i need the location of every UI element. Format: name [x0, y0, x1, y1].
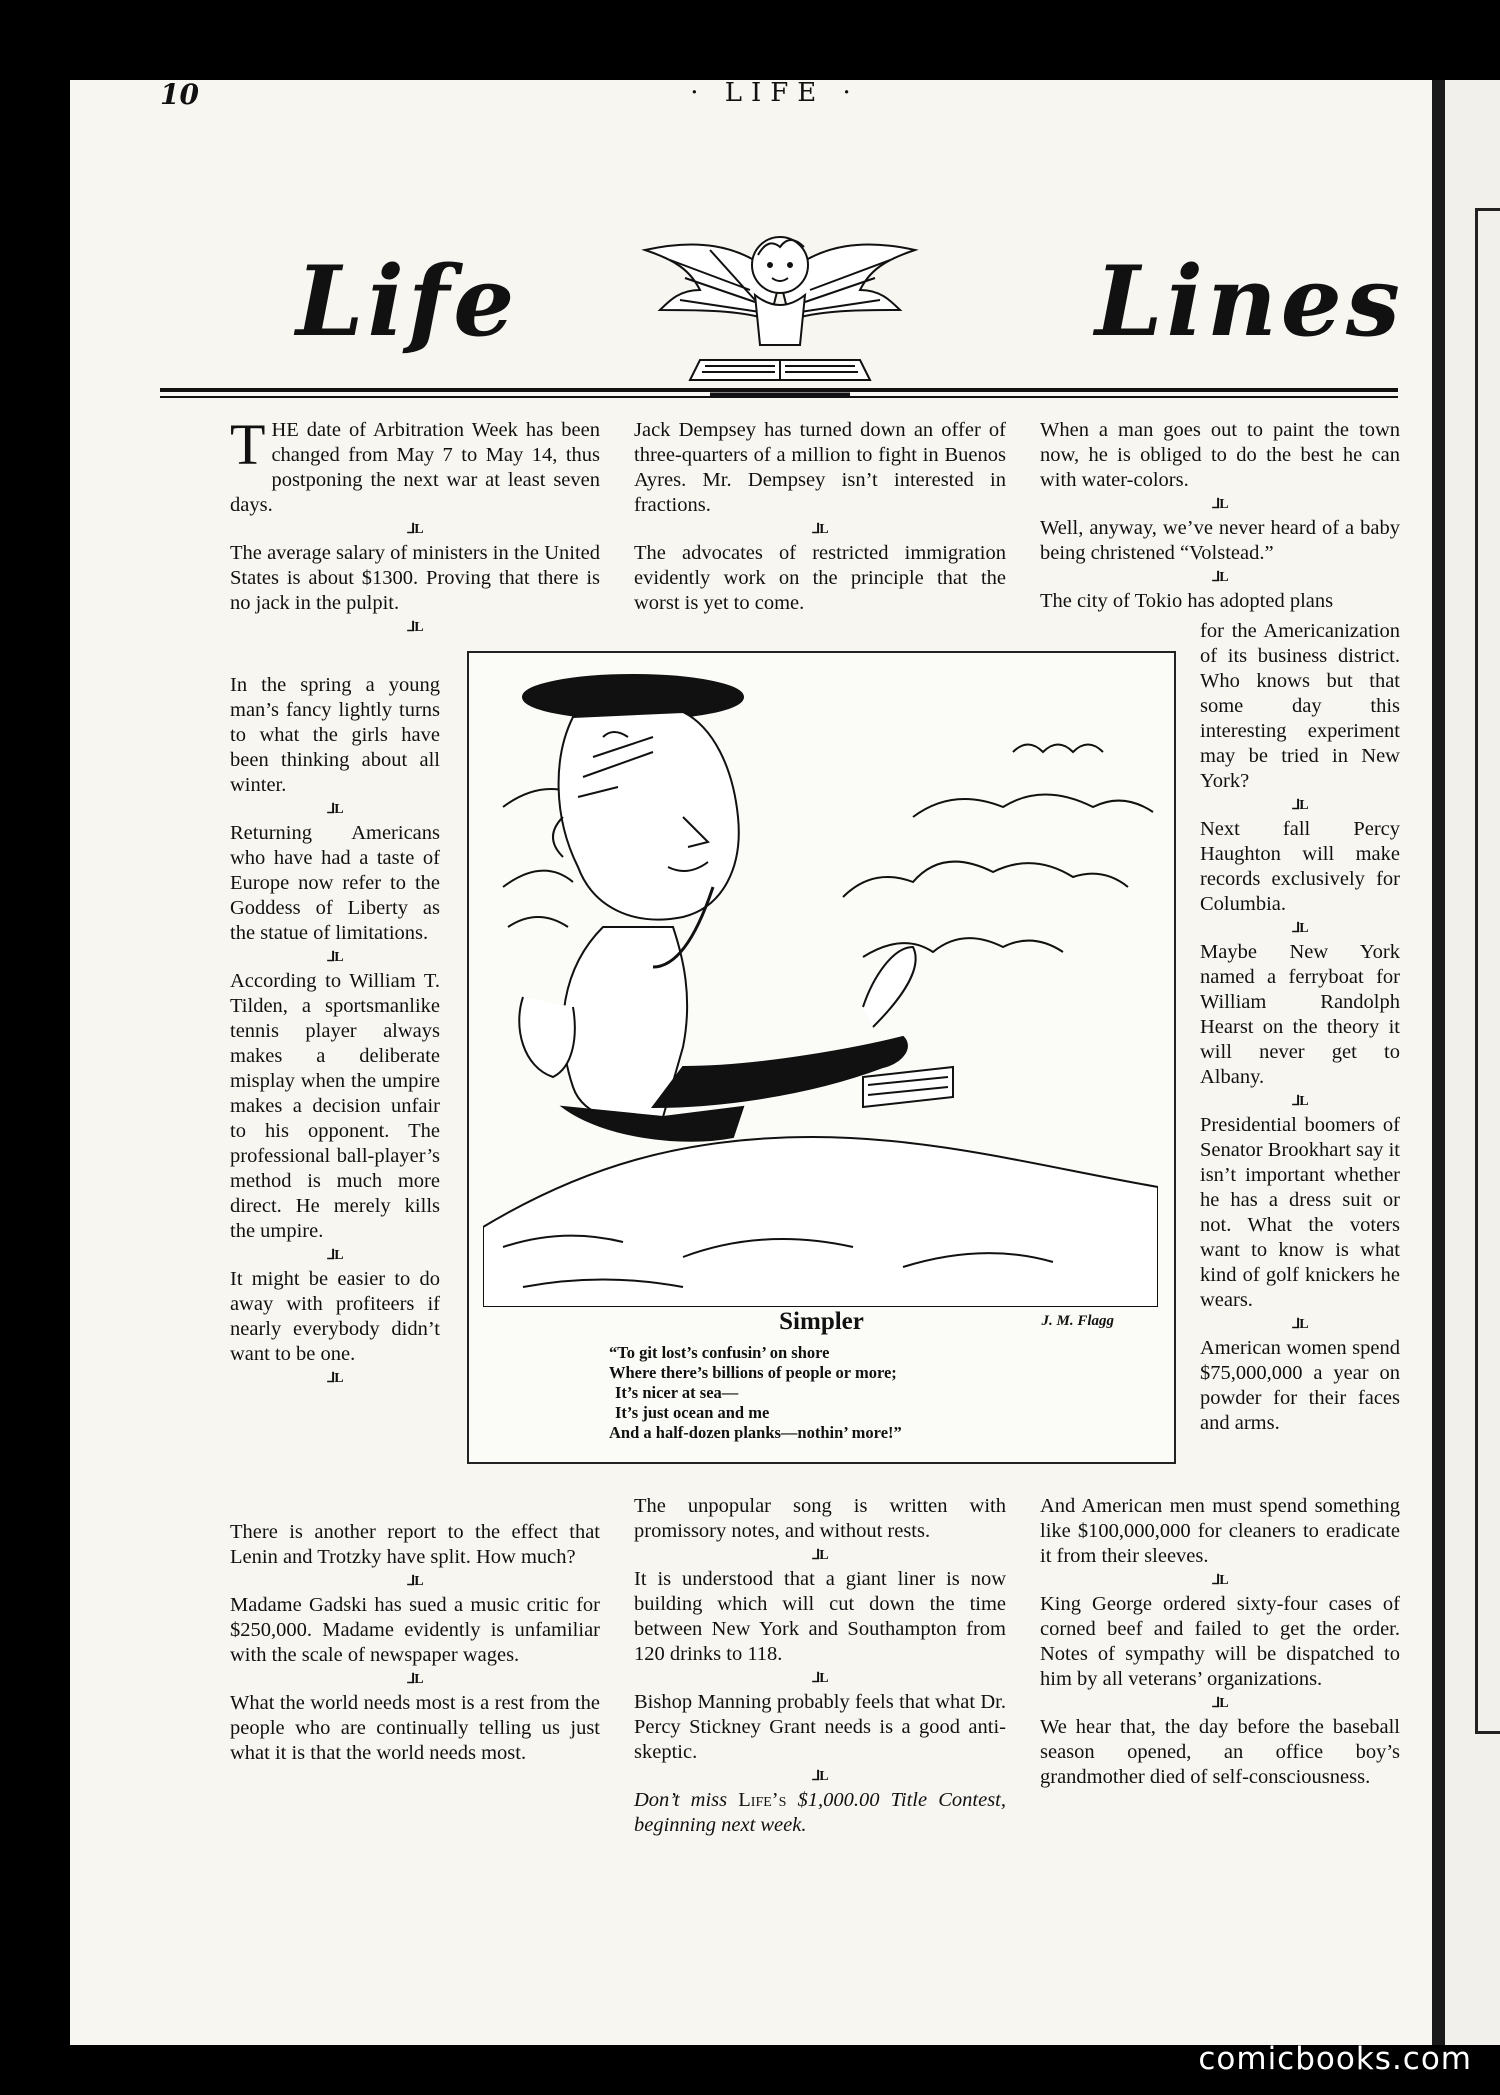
separator: ⅃L: [407, 522, 423, 537]
separator: ⅃L: [1212, 570, 1228, 585]
separator: ⅃L: [407, 1574, 423, 1589]
separator: ⅃L: [812, 1769, 828, 1784]
separator: ⅃L: [812, 522, 828, 537]
verse-line: It’s nicer at sea—: [615, 1383, 739, 1402]
magazine-title: · LIFE ·: [690, 78, 860, 108]
paragraph: It is understood that a giant liner is now building which will cut down the time between New York and Southampton from 120 drinks to 118.: [634, 1568, 1006, 1665]
paragraph: THE date of Arbitration Week has been changed from May 7 to May 14, thus postponing the next war at least seven days.: [230, 412, 600, 516]
paragraph: The advocates of restricted immigration evidently work on the principle that the worst is yet to come.: [634, 542, 1006, 614]
paragraph: The city of Tokio has adopted plans: [1040, 590, 1334, 612]
separator: ⅃L: [327, 1248, 343, 1263]
paragraph: American women spend $75,000,000 a year on powder for their faces and arms.: [1200, 1337, 1400, 1434]
paragraph: Presidential boomers of Senator Brookhart say it isn’t important whether he has a dress suit or not. What the voters want to know is what kind of golf knickers he wears.: [1200, 1114, 1400, 1311]
paragraph: According to William T. Tilden, a sportsmanlike tennis player always makes a deliberate misplay when the umpire makes a decision unfair to his opponent. The professional ball-player’s method is much more direct. He merely kills the umpire.: [230, 970, 440, 1242]
verse-line: Where there’s billions of people or more;: [609, 1363, 897, 1382]
paragraph: There is another report to the effect that Lenin and Trotzky have split. How much?: [230, 1521, 600, 1568]
separator: ⅃L: [1212, 1573, 1228, 1588]
paragraph: Next fall Percy Haughton will make records exclusively for Columbia.: [1200, 818, 1400, 915]
paragraph: Jack Dempsey has turned down an offer of three-quarters of a million to fight in Buenos Ayres. Mr. Dempsey isn’t interested in fractions.: [634, 419, 1006, 516]
separator: ⅃L: [1292, 1094, 1308, 1109]
separator: ⅃L: [1212, 497, 1228, 512]
sailor-cartoon-illustration: [483, 667, 1158, 1307]
watermark: comicbooks.com: [1198, 2041, 1472, 2077]
paragraph: Well, anyway, we’ve never heard of a baby being christened “Volstead.”: [1040, 517, 1400, 564]
paragraph: King George ordered sixty-four cases of corned beef and failed to get the order. Notes of sympathy will be dispatched to him by all veterans’ organizations.: [1040, 1593, 1400, 1690]
separator: ⅃L: [812, 1548, 828, 1563]
column-3-top: [1040, 418, 1400, 614]
banner-rule: [160, 388, 1398, 392]
running-header: [160, 78, 1390, 118]
column-3-narrow: [1200, 619, 1400, 1436]
separator: ⅃L: [327, 1371, 343, 1386]
paragraph: In the spring a young man’s fancy lightly turns to what the girls have been thinking about all winter.: [230, 674, 440, 796]
column-1-top: [230, 412, 600, 639]
separator: ⅃L: [1292, 921, 1308, 936]
drop-cap: T: [230, 412, 266, 477]
separator: ⅃L: [327, 950, 343, 965]
separator: ⅃L: [327, 802, 343, 817]
cherub-writing-illustration: [630, 210, 930, 410]
paragraph: Maybe New York named a ferryboat for William Randolph Hearst on the theory it will never get to Albany.: [1200, 941, 1400, 1088]
next-page-edge: [1445, 80, 1500, 2045]
cartoon-title: Simpler: [779, 1308, 864, 1335]
separator: ⅃L: [812, 1671, 828, 1686]
separator: ⅃L: [1292, 798, 1308, 813]
column-3-bottom: [1040, 1494, 1400, 1790]
separator: ⅃L: [1292, 1317, 1308, 1332]
paragraph: Returning Americans who have had a taste of Europe now refer to the Goddess of Liberty as the statue of limitations.: [230, 822, 440, 944]
banner-right-word: Lines: [1095, 245, 1404, 358]
paragraph: for the Americanization of its business district. Who knows but that some day this interesting experiment may be tried in New York?: [1200, 620, 1400, 792]
verse-line: “To git lost’s confusin’ on shore: [609, 1343, 830, 1362]
cartoon-panel: [467, 651, 1176, 1464]
banner-rule-thin: [160, 396, 1398, 398]
paragraph: Bishop Manning probably feels that what Dr. Percy Stickney Grant needs is a good anti-skeptic.: [634, 1691, 1006, 1763]
cartoon-artist: J. M. Flagg: [1041, 1313, 1114, 1329]
paragraph: When a man goes out to paint the town now, he is obliged to do the best he can with water-colors.: [1040, 419, 1400, 491]
cartoon-verse: [609, 1343, 902, 1443]
paragraph: The unpopular song is written with promissory notes, and without rests.: [634, 1495, 1006, 1542]
paragraph: What the world needs most is a rest from the people who are continually telling us just what it is that the world needs most.: [230, 1692, 600, 1764]
column-1-narrow: [230, 673, 440, 1390]
banner-left-word: Life: [296, 245, 519, 358]
paragraph: It might be easier to do away with profiteers if nearly everybody didn’t want to be one.: [230, 1268, 440, 1365]
separator: ⅃L: [1212, 1696, 1228, 1711]
verse-line: It’s just ocean and me: [615, 1403, 770, 1422]
paragraph: Madame Gadski has sued a music critic for $250,000. Madame evidently is unfamiliar with the scale of newspaper wages.: [230, 1594, 600, 1666]
paragraph: The average salary of ministers in the United States is about $1300. Proving that there is no jack in the pulpit.: [230, 542, 600, 614]
column-2-bottom: [634, 1494, 1006, 1838]
paragraph: We hear that, the day before the baseball season opened, an office boy’s grandmother died of self-consciousness.: [1040, 1716, 1400, 1788]
verse-line: And a half-dozen planks—nothin’ more!”: [609, 1423, 902, 1442]
paragraph: And American men must spend something like $100,000,000 for cleaners to eradicate it from their sleeves.: [1040, 1495, 1400, 1567]
page-gutter: [1432, 80, 1446, 2045]
column-2-top: [634, 418, 1006, 616]
separator: ⅃L: [407, 1672, 423, 1687]
column-1-bottom: [230, 1520, 600, 1766]
page-number: 10: [160, 78, 199, 111]
separator: ⅃L: [407, 620, 423, 635]
contest-note: Don’t miss Life’s $1,000.00 Title Contest, beginning next week.: [634, 1789, 1006, 1836]
